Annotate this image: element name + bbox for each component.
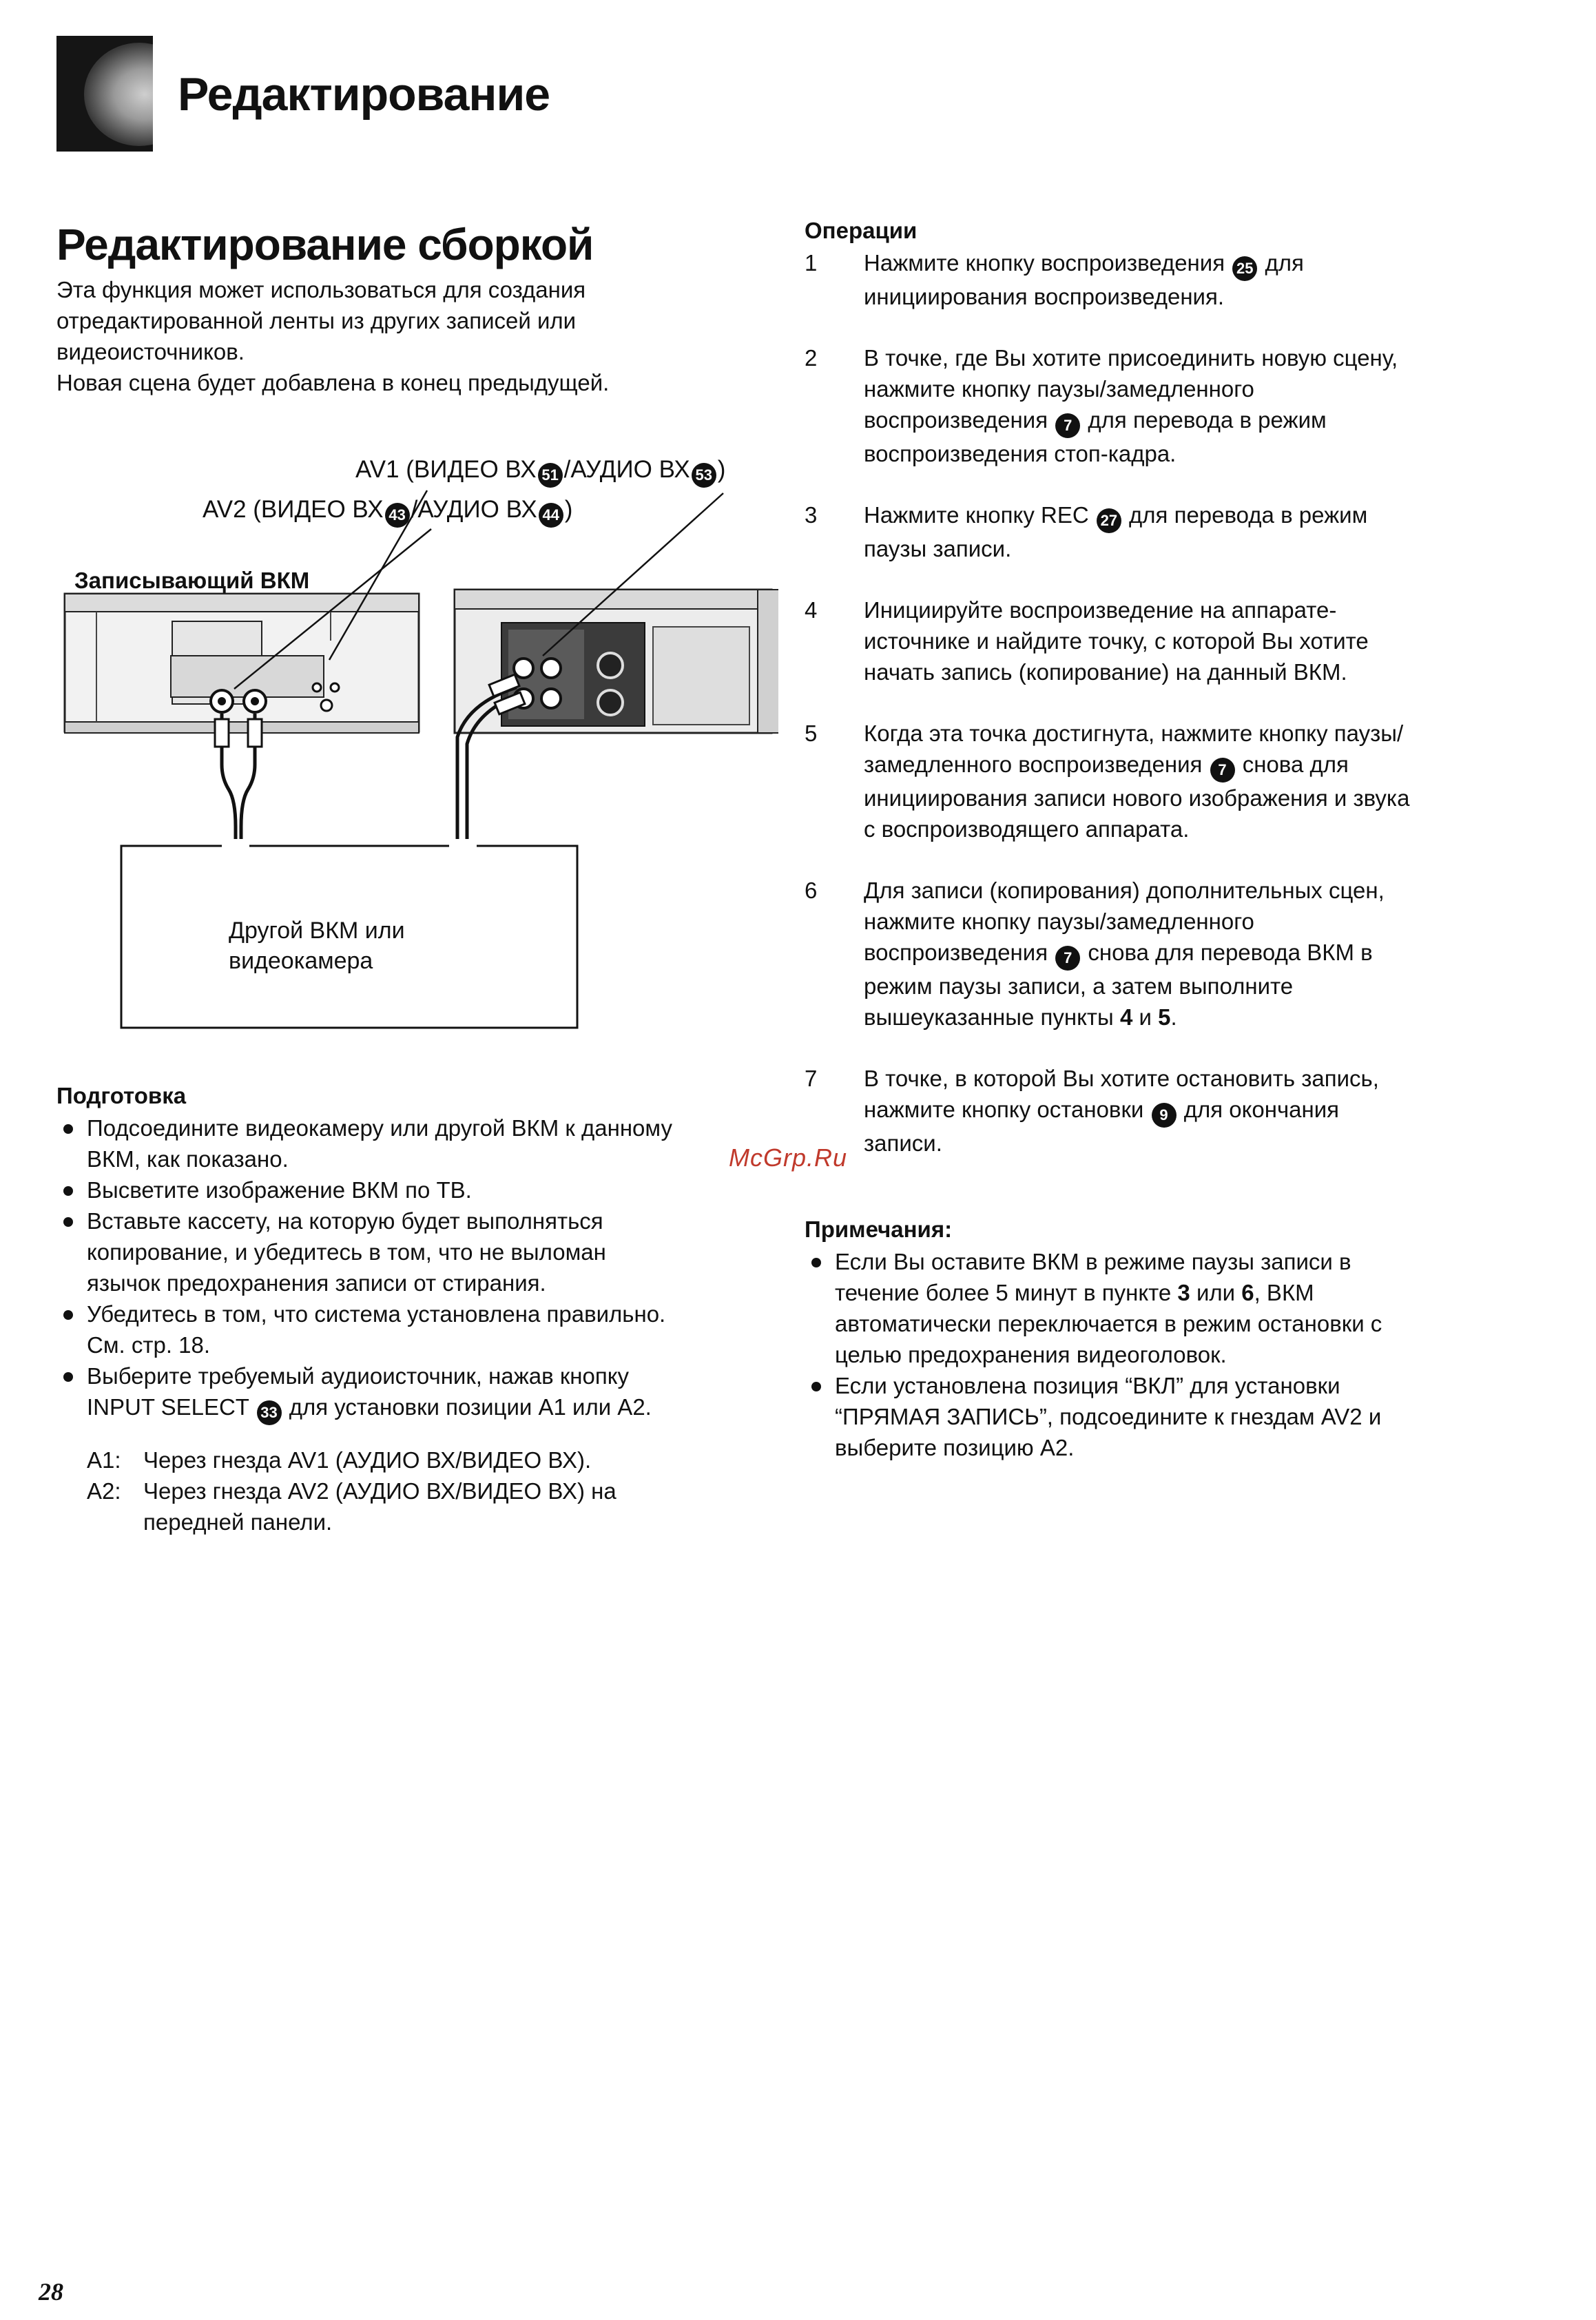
- list-item: Вставьте кассету, на которую будет выполняться копирование, и убедитесь в том, что не выломан язычок предохранения записи от стирания.: [56, 1205, 787, 1298]
- callout-number: 43: [385, 503, 410, 528]
- callout-number: 9: [1152, 1103, 1177, 1128]
- intro-line: отредактированной ленты из других записей или: [56, 308, 577, 333]
- callout-number: 7: [1055, 946, 1080, 971]
- step-item: 1 Нажмите кнопку воспроизведения 25 для инициирования воспроизведения.: [805, 250, 1304, 309]
- list-item: Если установлена позиция “ВКЛ” для установки “ПРЯМАЯ ЗАПИСЬ”, подсоедините к гнездам AV2 и выберите позицию А2.: [805, 1370, 1500, 1463]
- operations-heading: Операции: [805, 218, 918, 243]
- list-item: Убедитесь в том, что система установлена правильно. См. стр. 18.: [56, 1298, 787, 1360]
- notes-heading: Примечания:: [805, 1216, 953, 1242]
- intro-text: [56, 274, 745, 398]
- preparation-section: [56, 1080, 787, 1537]
- section-title: Редактирование сборкой: [56, 220, 594, 269]
- list-item: Высветите изображение ВКМ по ТВ.: [56, 1174, 787, 1205]
- callout-number: 7: [1210, 758, 1235, 783]
- front-vcr-drawing: [65, 594, 419, 733]
- list-item: Если Вы оставите ВКМ в режиме паузы записи в течение более 5 минут в пункте 3 или 6, ВКМ автоматически переключается в режим остановки с целью предохранения видеоголовок.: [805, 1246, 1500, 1370]
- source-device-line: Другой ВКМ или: [229, 918, 405, 944]
- section-tab-marker: [56, 36, 153, 152]
- intro-line: Эта функция может использоваться для создания: [56, 277, 586, 302]
- callout-number: 44: [539, 503, 563, 528]
- preparation-heading: Подготовка: [56, 1083, 187, 1108]
- intro-line: Новая сцена будет добавлена в конец предыдущей.: [56, 370, 610, 395]
- connection-diagram: [41, 441, 778, 1040]
- step-item: 2 В точке, где Вы хотите присоединить новую сцену, нажмите кнопку паузы/замедленного воспроизведения 7 для перевода в режим воспроизведения стоп-кадра.: [805, 345, 1398, 466]
- callout-number: 51: [538, 463, 563, 488]
- input-modes: [56, 1444, 787, 1537]
- page-number: 28: [39, 2278, 63, 2306]
- step-item: 4 Инициируйте воспроизведение на аппарате- источнике и найдите точку, с которой Вы хотите начать запись (копирование) на данный ВКМ.: [805, 597, 1369, 685]
- callout-number: 33: [257, 1400, 282, 1425]
- callout-number: 25: [1232, 256, 1257, 281]
- mode-row-a1: А1: Через гнезда AV1 (АУДИО ВХ/ВИДЕО ВХ).: [87, 1447, 592, 1473]
- notes-section: [805, 1214, 1500, 1463]
- callout-number: 53: [692, 463, 716, 488]
- step-item: 5 Когда эта точка достигнута, нажмите кнопку паузы/ замедленного воспроизведения 7 снова для инициирования записи нового изображения и звука с воспроизводящего аппарата.: [805, 721, 1410, 842]
- operations-section: [805, 215, 1500, 1189]
- av2-label: AV2 (ВИДЕО ВХ 43 /АУДИО ВХ 44 ): [203, 496, 572, 528]
- av1-label: AV1 (ВИДЕО ВХ 51 /АУДИО ВХ 53 ): [355, 456, 725, 488]
- mode-row-a2: А2: Через гнезда AV2 (АУДИО ВХ/ВИДЕО ВХ) на передней панели.: [87, 1478, 616, 1535]
- step-item: 6 Для записи (копирования) дополнительных сцен, нажмите кнопку паузы/замедленного воспроизведения 7 снова для перевода ВКМ в режим паузы записи, а затем выполните вышеуказанные пункты 4 и 5.: [805, 878, 1385, 1030]
- source-device-line: видеокамера: [229, 948, 373, 974]
- callout-number: 27: [1097, 508, 1121, 533]
- step-item: 3 Нажмите кнопку REC 27 для перевода в режим паузы записи.: [805, 502, 1368, 561]
- recording-vcr-label: Записывающий ВКМ: [74, 568, 310, 593]
- list-item: Выберите требуемый аудиоисточник, нажав кнопку INPUT SELECT 33 для установки позиции А1 или А2.: [56, 1360, 787, 1425]
- page-header-title: Редактирование: [178, 68, 550, 121]
- diagram-drawing: [41, 441, 778, 1040]
- intro-line: видеоисточников.: [56, 339, 245, 364]
- callout-number: 7: [1055, 413, 1080, 438]
- list-item: Подсоедините видеокамеру или другой ВКМ к данному ВКМ, как показано.: [56, 1112, 787, 1174]
- watermark: McGrp.Ru: [729, 1143, 848, 1172]
- step-item: 7 В точке, в которой Вы хотите остановить запись, нажмите кнопку остановки 9 для окончания записи.: [805, 1066, 1379, 1156]
